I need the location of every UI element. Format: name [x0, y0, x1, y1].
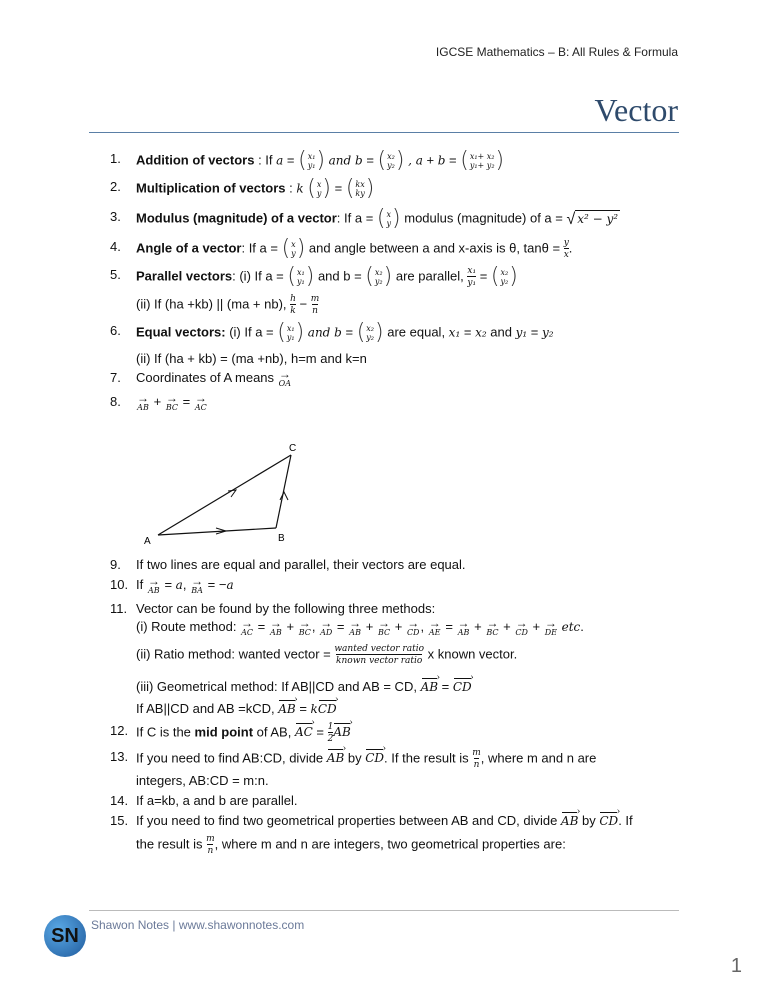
list-item: 13. If you need to find AB:CD, divide › AB by › CD. If the result is $\frac{m}{n}$ , where m and n are — [110, 748, 690, 772]
list-subitem: (ii) If (ha + kb) = (ma +nb), h=m and k=n — [136, 351, 367, 366]
list-item: 8. → AB + → BC = → AC — [110, 390, 207, 412]
list-item: 3. Modulus (magnitude) of a vector: If a = ( x y ) modulus (magnitude) of a = √ x² − y² — [110, 206, 619, 231]
list-item: 4. Angle of a vector: If a = ( x y ) and angle between a and x-axis is θ, tanθ = $\frac{y}{x}$ . — [110, 236, 573, 261]
page-number: 1 — [730, 955, 742, 977]
list-item: 6. Equal vectors: (i) If a = ( x₁ y₁ ) and b = ( x₂ y₂ ) are equal, x₁ = x₂ and y₁ = y₂ — [110, 320, 554, 345]
footer-text: Shawon Notes | www.shawonnotes.com — [91, 918, 305, 932]
point-label-a: A — [144, 536, 151, 547]
rules-list — [110, 150, 690, 417]
list-item: 7. Coordinates of A means → OA — [110, 366, 291, 388]
list-item: 1. Addition of vectors : If a = ( x₁ y₁ ) and b = ( x₂ y₂ ) , a + b = ( x₁+ x₂ y₁+ y₂ ) — [110, 148, 505, 173]
footer-divider — [89, 910, 679, 911]
title-divider — [89, 132, 679, 133]
rules-list-continued — [110, 556, 690, 856]
list-subitem: (iii) Geometrical method: If AB||CD and AB = CD, › AB = › CD — [110, 678, 690, 700]
vector-triangle-diagram — [136, 440, 336, 550]
list-subitem: (ii) Ratio method: wanted vector = wanted vector ratio known vector ratio x known vector. — [136, 644, 518, 666]
point-label-b: B — [278, 533, 285, 544]
site-logo: SN — [44, 915, 86, 957]
point-label-c: C — [289, 443, 297, 454]
list-item: 10. If → AB = a, → BA = −a — [110, 573, 234, 595]
running-header: IGCSE Mathematics – B: All Rules & Formula — [435, 45, 678, 59]
list-item: 11. Vector can be found by the following three methods: — [110, 601, 436, 616]
list-item: 12. If C is the mid point of AB, › AC = $\frac{1}{2}$ › AB — [110, 722, 690, 746]
list-item: 9. If two lines are equal and parallel, their vectors are equal. — [110, 557, 466, 572]
list-item: 14. If a=kb, a and b are parallel. — [110, 793, 298, 808]
list-item: 5. Parallel vectors: (i) If a = ( x₁ y₁ ) and b = ( x₂ y₂ ) are parallel, $\frac{\text{x₁}}{\text{y₁}}$ = ( x₂ y₂ ) — [110, 264, 518, 289]
list-subitem: the result is $\frac{m}{n}$ , where m and n are integers, two geometrical properties are: — [136, 834, 566, 856]
list-item: 2. Multiplication of vectors : k ( x y ) = ( kx ky ) — [110, 176, 375, 201]
list-subitem: integers, AB:CD = m:n. — [136, 773, 269, 788]
list-item: 15. If you need to find two geometrical properties between AB and CD, divide › AB by › CD. If — [110, 812, 690, 834]
list-subitem: (i) Route method: → AC = → AB + → BC , → AD = → AB + → BC + → CD , → AE = → AB + → BC + → CD + → DE etc. — [136, 615, 584, 637]
list-subitem: If AB||CD and AB =kCD, › AB = k› CD — [110, 700, 690, 722]
page-title: Vector — [594, 92, 678, 128]
list-subitem: (ii) If (ha +kb) || (ma + nb), $\frac{h}{k}$ − $\frac{m}{n}$ — [136, 294, 320, 316]
